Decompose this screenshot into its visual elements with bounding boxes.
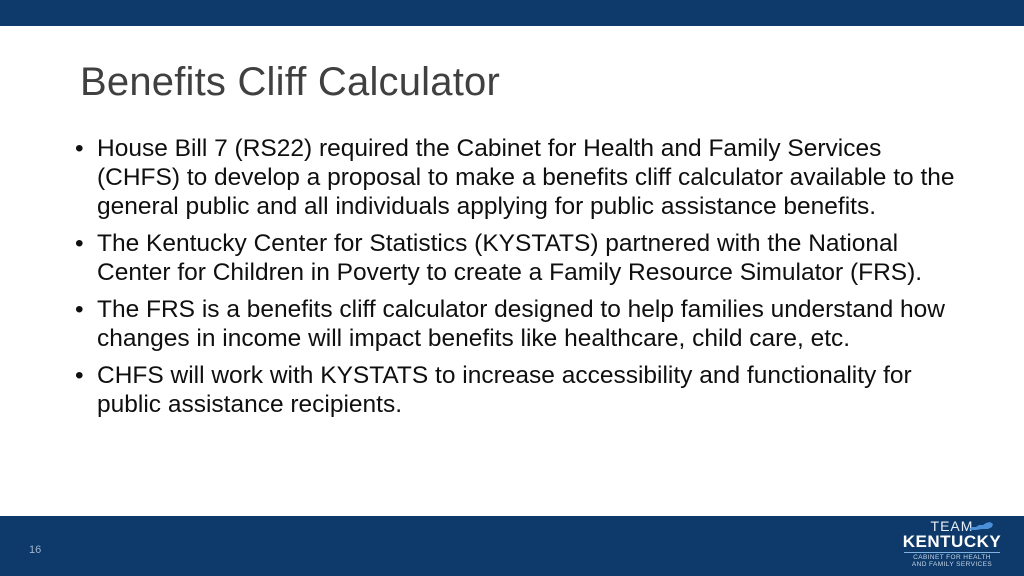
team-kentucky-logo — [898, 519, 1006, 574]
bullet-text: The FRS is a benefits cliff calculator designed to help families understand how changes in income will impact benefits like healthcare, child care, etc. — [97, 296, 945, 352]
bullet-text: House Bill 7 (RS22) required the Cabinet for Health and Family Services (CHFS) to develop a proposal to make a benefits cliff calculator available to the general public and all individuals applying for public assistance benefits. — [97, 135, 955, 220]
bullet-marker: • — [75, 230, 84, 257]
logo-subtitle-line2: AND FAMILY SERVICES — [911, 561, 993, 568]
footer-bar — [0, 516, 1024, 576]
logo-team-text: TEAM — [930, 518, 974, 534]
logo-subtitle-line1: CABINET FOR HEALTH — [913, 554, 991, 561]
logo-divider — [904, 552, 1000, 553]
page-number: 16 — [29, 544, 42, 556]
bullet-marker: • — [75, 362, 84, 389]
kentucky-state-icon — [968, 521, 994, 531]
bullet-marker: • — [75, 296, 84, 323]
logo-kentucky-text: KENTUCKY — [902, 532, 1002, 551]
bullet-marker: • — [75, 135, 84, 162]
bullet-item — [75, 229, 965, 287]
bullet-text: CHFS will work with KYSTATS to increase accessibility and functionality for public assistance recipients. — [97, 362, 912, 418]
top-banner — [0, 0, 1024, 26]
bullet-text: The Kentucky Center for Statistics (KYSTATS) partnered with the National Center for Children in Poverty to create a Family Resource Simulator (FRS). — [97, 230, 923, 286]
slide-title: Benefits Cliff Calculator — [80, 60, 500, 104]
bullet-list — [75, 134, 965, 427]
bullet-item — [75, 295, 965, 353]
bullet-item — [75, 361, 965, 419]
bullet-item — [75, 134, 965, 221]
